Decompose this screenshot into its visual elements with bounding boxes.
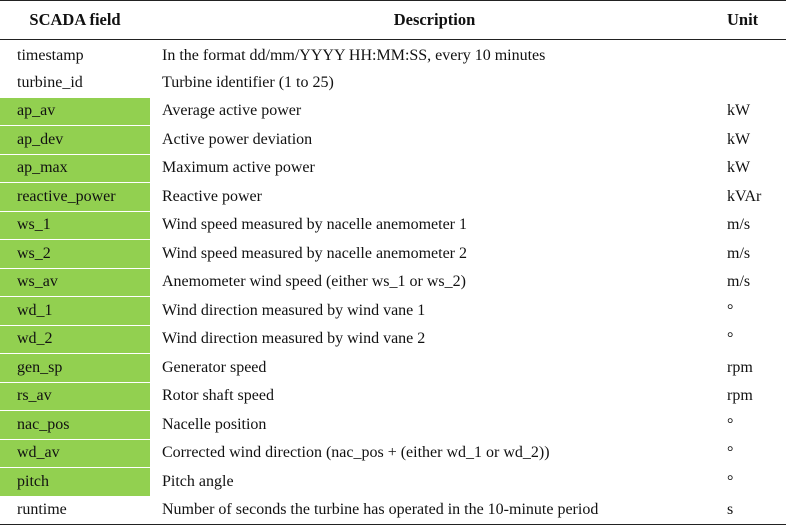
- table-row: [0, 297, 786, 326]
- cell-scada-field: timestamp: [0, 40, 150, 69]
- cell-scada-field: reactive_power: [0, 183, 150, 212]
- header-row: [0, 1, 786, 40]
- cell-description: Wind speed measured by nacelle anemometer 2: [150, 240, 719, 269]
- cell-scada-field: ws_av: [0, 268, 150, 297]
- header-description: Description: [150, 1, 719, 40]
- table-row: [0, 411, 786, 440]
- cell-unit: °: [719, 468, 786, 497]
- cell-unit: kVAr: [719, 183, 786, 212]
- table-row: [0, 468, 786, 497]
- cell-scada-field: wd_av: [0, 439, 150, 468]
- cell-description: Active power deviation: [150, 126, 719, 155]
- cell-unit: [719, 69, 786, 98]
- cell-scada-field: ws_1: [0, 211, 150, 240]
- cell-unit: °: [719, 439, 786, 468]
- cell-description: Turbine identifier (1 to 25): [150, 69, 719, 98]
- cell-unit: m/s: [719, 268, 786, 297]
- cell-unit: rpm: [719, 354, 786, 383]
- table-row: [0, 354, 786, 383]
- cell-unit: m/s: [719, 211, 786, 240]
- table-row: [0, 126, 786, 155]
- table-row: [0, 183, 786, 212]
- cell-unit: kW: [719, 154, 786, 183]
- header-scada-field: SCADA field: [0, 1, 150, 40]
- cell-scada-field: wd_2: [0, 325, 150, 354]
- cell-scada-field: rs_av: [0, 382, 150, 411]
- cell-scada-field: runtime: [0, 496, 150, 525]
- cell-scada-field: wd_1: [0, 297, 150, 326]
- table-body: [0, 40, 786, 525]
- cell-scada-field: turbine_id: [0, 69, 150, 98]
- table-row: [0, 240, 786, 269]
- table-row: [0, 40, 786, 69]
- cell-scada-field: ap_av: [0, 97, 150, 126]
- cell-unit: °: [719, 411, 786, 440]
- cell-unit: s: [719, 496, 786, 525]
- table-row: [0, 439, 786, 468]
- table-header: [0, 1, 786, 40]
- cell-description: Number of seconds the turbine has operated in the 10-minute period: [150, 496, 719, 525]
- cell-unit: kW: [719, 126, 786, 155]
- table-row: [0, 268, 786, 297]
- table-row: [0, 69, 786, 98]
- cell-description: In the format dd/mm/YYYY HH:MM:SS, every 10 minutes: [150, 40, 719, 69]
- cell-description: Wind direction measured by wind vane 1: [150, 297, 719, 326]
- table-row: [0, 97, 786, 126]
- header-unit: Unit: [719, 1, 786, 40]
- table-row: [0, 382, 786, 411]
- cell-description: Generator speed: [150, 354, 719, 383]
- cell-description: Anemometer wind speed (either ws_1 or ws_2): [150, 268, 719, 297]
- table-row: [0, 325, 786, 354]
- cell-scada-field: ws_2: [0, 240, 150, 269]
- cell-scada-field: ap_max: [0, 154, 150, 183]
- cell-scada-field: nac_pos: [0, 411, 150, 440]
- cell-description: Average active power: [150, 97, 719, 126]
- cell-scada-field: pitch: [0, 468, 150, 497]
- cell-unit: [719, 40, 786, 69]
- table-row: [0, 154, 786, 183]
- table-row: [0, 496, 786, 525]
- cell-description: Pitch angle: [150, 468, 719, 497]
- table-row: [0, 211, 786, 240]
- cell-description: Wind direction measured by wind vane 2: [150, 325, 719, 354]
- cell-description: Corrected wind direction (nac_pos + (either wd_1 or wd_2)): [150, 439, 719, 468]
- cell-unit: °: [719, 325, 786, 354]
- cell-description: Reactive power: [150, 183, 719, 212]
- cell-description: Wind speed measured by nacelle anemometer 1: [150, 211, 719, 240]
- cell-description: Maximum active power: [150, 154, 719, 183]
- cell-unit: m/s: [719, 240, 786, 269]
- cell-scada-field: gen_sp: [0, 354, 150, 383]
- cell-unit: rpm: [719, 382, 786, 411]
- cell-description: Rotor shaft speed: [150, 382, 719, 411]
- cell-description: Nacelle position: [150, 411, 719, 440]
- cell-unit: °: [719, 297, 786, 326]
- cell-unit: kW: [719, 97, 786, 126]
- cell-scada-field: ap_dev: [0, 126, 150, 155]
